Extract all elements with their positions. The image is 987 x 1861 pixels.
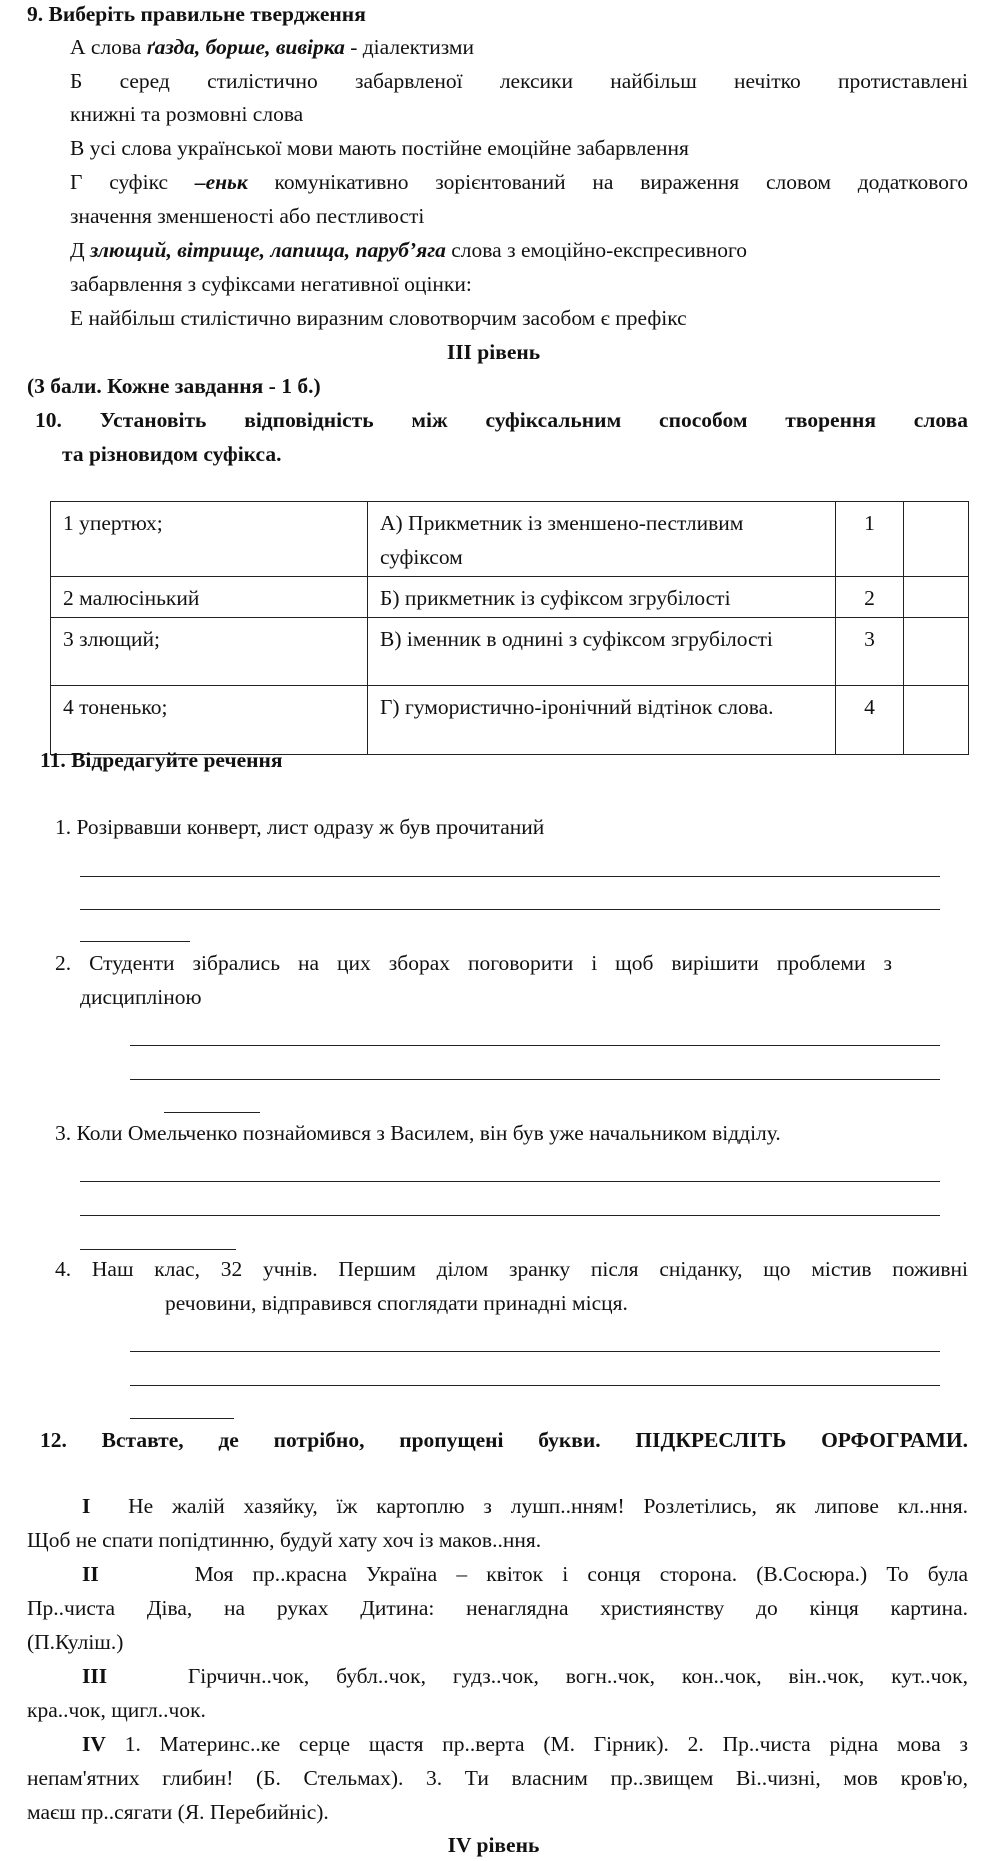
q11-sentence-4-line2: речовини, відправився споглядати принадні місця. (165, 1291, 628, 1315)
answer-line[interactable] (164, 1112, 260, 1113)
level3-heading: III рівень (446, 340, 541, 364)
q9-option-a-prefix: А слова (70, 35, 147, 59)
answer-line[interactable] (130, 1418, 234, 1419)
table-cell-suffix-type: Г) гумористично-іронічний відтінок слова. (368, 686, 836, 755)
q12-part-1-text: Не жалій хазяйку, їж картоплю з лушп..нням! Розлетілись, як липове кл..ння. (128, 1494, 968, 1518)
table-cell-answer[interactable] (904, 502, 969, 577)
q12-part-3-mark: ІІІ (82, 1664, 108, 1688)
q9-option-d-prefix: Д (70, 238, 91, 262)
table-row (51, 577, 969, 618)
q12-part-2-line1 (82, 1562, 968, 1587)
q9-option-d-line2: забарвлення з суфіксами негативної оцінки: (70, 272, 472, 296)
q12-part-2-text: Моя пр..красна Україна – квіток і сонця сторона. (В.Сосюра.) То була (194, 1562, 969, 1586)
table-cell-suffix-type: Б) прикметник із суфіксом згрубілості (368, 577, 836, 618)
answer-line[interactable] (80, 909, 940, 910)
q10-title-line1: 10. Установіть відповідність між суфіксальним способом творення слова (35, 408, 968, 432)
q12-part-3-line1 (82, 1664, 968, 1689)
q12-part-4-text: 1. Материнс..ке серце щастя пр..верта (М. Гірник). 2. Пр..чиста рідна мова з (105, 1732, 968, 1756)
q9-option-g-line2: значення зменшеності або пестливості (70, 204, 425, 228)
q11-title: 11. Відредагуйте речення (40, 748, 283, 772)
table-row (51, 686, 969, 755)
q9-title: 9. Виберіть правильне твердження (27, 2, 366, 26)
table-cell-word: 4 тоненько; (51, 686, 368, 755)
table-cell-suffix-type: В) іменник в однині з суфіксом згрубілості (368, 618, 836, 686)
answer-line[interactable] (80, 1181, 940, 1182)
table-row (51, 502, 969, 577)
answer-line[interactable] (130, 1045, 940, 1046)
answer-line[interactable] (80, 941, 190, 942)
q9-option-d-rest: слова з емоційно-експресивного (445, 238, 748, 262)
q12-part-3-text: Гірчичн..чок, бубл..чок, гудз..чок, вогн..чок, кон..чок, він..чок, кут..чок, (187, 1664, 969, 1688)
q12-part-1-line2: Щоб не спати попідтинню, будуй хату хоч із маков..ння. (27, 1528, 542, 1552)
q9-option-g-rest: комунікативно зорієнтований на вираження словом додаткового (247, 170, 968, 194)
q9-option-a (70, 35, 474, 60)
level4-heading: ІV рівень (447, 1833, 540, 1857)
q9-option-d-words: злющий, вітрище, лапища, паруб’яга (90, 238, 446, 262)
table-cell-word: 1 упертюх; (51, 502, 368, 577)
q12-part-2-line2: Пр..чиста Діва, на руках Дитина: ненаглядна християнству до кінця картина. (27, 1596, 968, 1620)
table-cell-number: 1 (836, 502, 904, 577)
q9-option-g-prefix: Г суфікс (70, 170, 195, 194)
q12-part-4-line3: маєш пр..сягати (Я. Перебийніс). (27, 1800, 329, 1824)
answer-line[interactable] (80, 1215, 940, 1216)
q12-part-2-mark: ІІ (82, 1562, 99, 1586)
table-cell-word: 2 малюсінький (51, 577, 368, 618)
q12-title: 12. Вставте, де потрібно, пропущені букви. ПІДКРЕСЛІТЬ ОРФОГРАМИ. (40, 1428, 968, 1452)
q9-option-g-line1 (70, 170, 968, 195)
q9-option-v: В усі слова української мови мають постійне емоційне забарвлення (70, 136, 689, 160)
table-cell-number: 2 (836, 577, 904, 618)
q9-option-b-line2: книжні та розмовні слова (70, 102, 304, 126)
table-cell-answer[interactable] (904, 577, 969, 618)
q10-title-line2: та різновидом суфікса. (62, 442, 282, 466)
q9-option-d-line1 (70, 238, 747, 263)
q9-option-b-line1: Б серед стилістично забарвленої лексики найбільш нечітко протиставлені (70, 69, 968, 93)
q11-sentence-2-line2: дисципліною (80, 985, 202, 1009)
q11-sentence-4-line1: 4. Наш клас, 32 учнів. Першим ділом зранку після сніданку, що містив поживні (55, 1257, 968, 1281)
table-cell-suffix-type: А) Прикметник із зменшено-пестливим суфіксом (368, 502, 836, 577)
table-cell-number: 3 (836, 618, 904, 686)
q11-sentence-1: 1. Розірвавши конверт, лист одразу ж був прочитаний (55, 815, 545, 839)
answer-line[interactable] (80, 876, 940, 877)
table-cell-word: 3 злющий; (51, 618, 368, 686)
q12-part-2-line3: (П.Куліш.) (27, 1630, 124, 1654)
q12-part-1-mark: І (82, 1494, 91, 1518)
q9-option-a-suffix: - діалектизми (344, 35, 475, 59)
table-cell-answer[interactable] (904, 686, 969, 755)
q10-matching-table (50, 501, 969, 755)
q9-option-g-suffix-word: –еньк (194, 170, 248, 194)
q12-part-1-line1 (82, 1494, 968, 1519)
table-row (51, 618, 969, 686)
answer-line[interactable] (130, 1351, 940, 1352)
answer-line[interactable] (130, 1385, 940, 1386)
q12-part-4-line2: непам'ятних глибин! (Б. Стельмах). 3. Ти власним пр..звищем Ві..чизні, мов кров'ю, (27, 1766, 968, 1790)
q9-option-a-words: ґазда, борше, вивірка (146, 35, 345, 59)
level3-points: (3 бали. Кожне завдання - 1 б.) (27, 374, 321, 398)
table-cell-answer[interactable] (904, 618, 969, 686)
q11-sentence-3: 3. Коли Омельченко познайомився з Василем, він був уже начальником відділу. (55, 1121, 781, 1145)
q12-part-3-line2: кра..чок, щигл..чок. (27, 1698, 206, 1722)
answer-line[interactable] (80, 1249, 236, 1250)
table-cell-number: 4 (836, 686, 904, 755)
q12-part-4-mark: ІV (82, 1732, 106, 1756)
q9-option-e: Е найбільш стилістично виразним словотворчим засобом є префікс (70, 306, 687, 330)
q12-part-4-line1 (82, 1732, 968, 1757)
answer-line[interactable] (130, 1079, 940, 1080)
q11-sentence-2-line1: 2. Студенти зібрались на цих зборах поговорити і щоб вирішити проблеми з (55, 951, 892, 975)
